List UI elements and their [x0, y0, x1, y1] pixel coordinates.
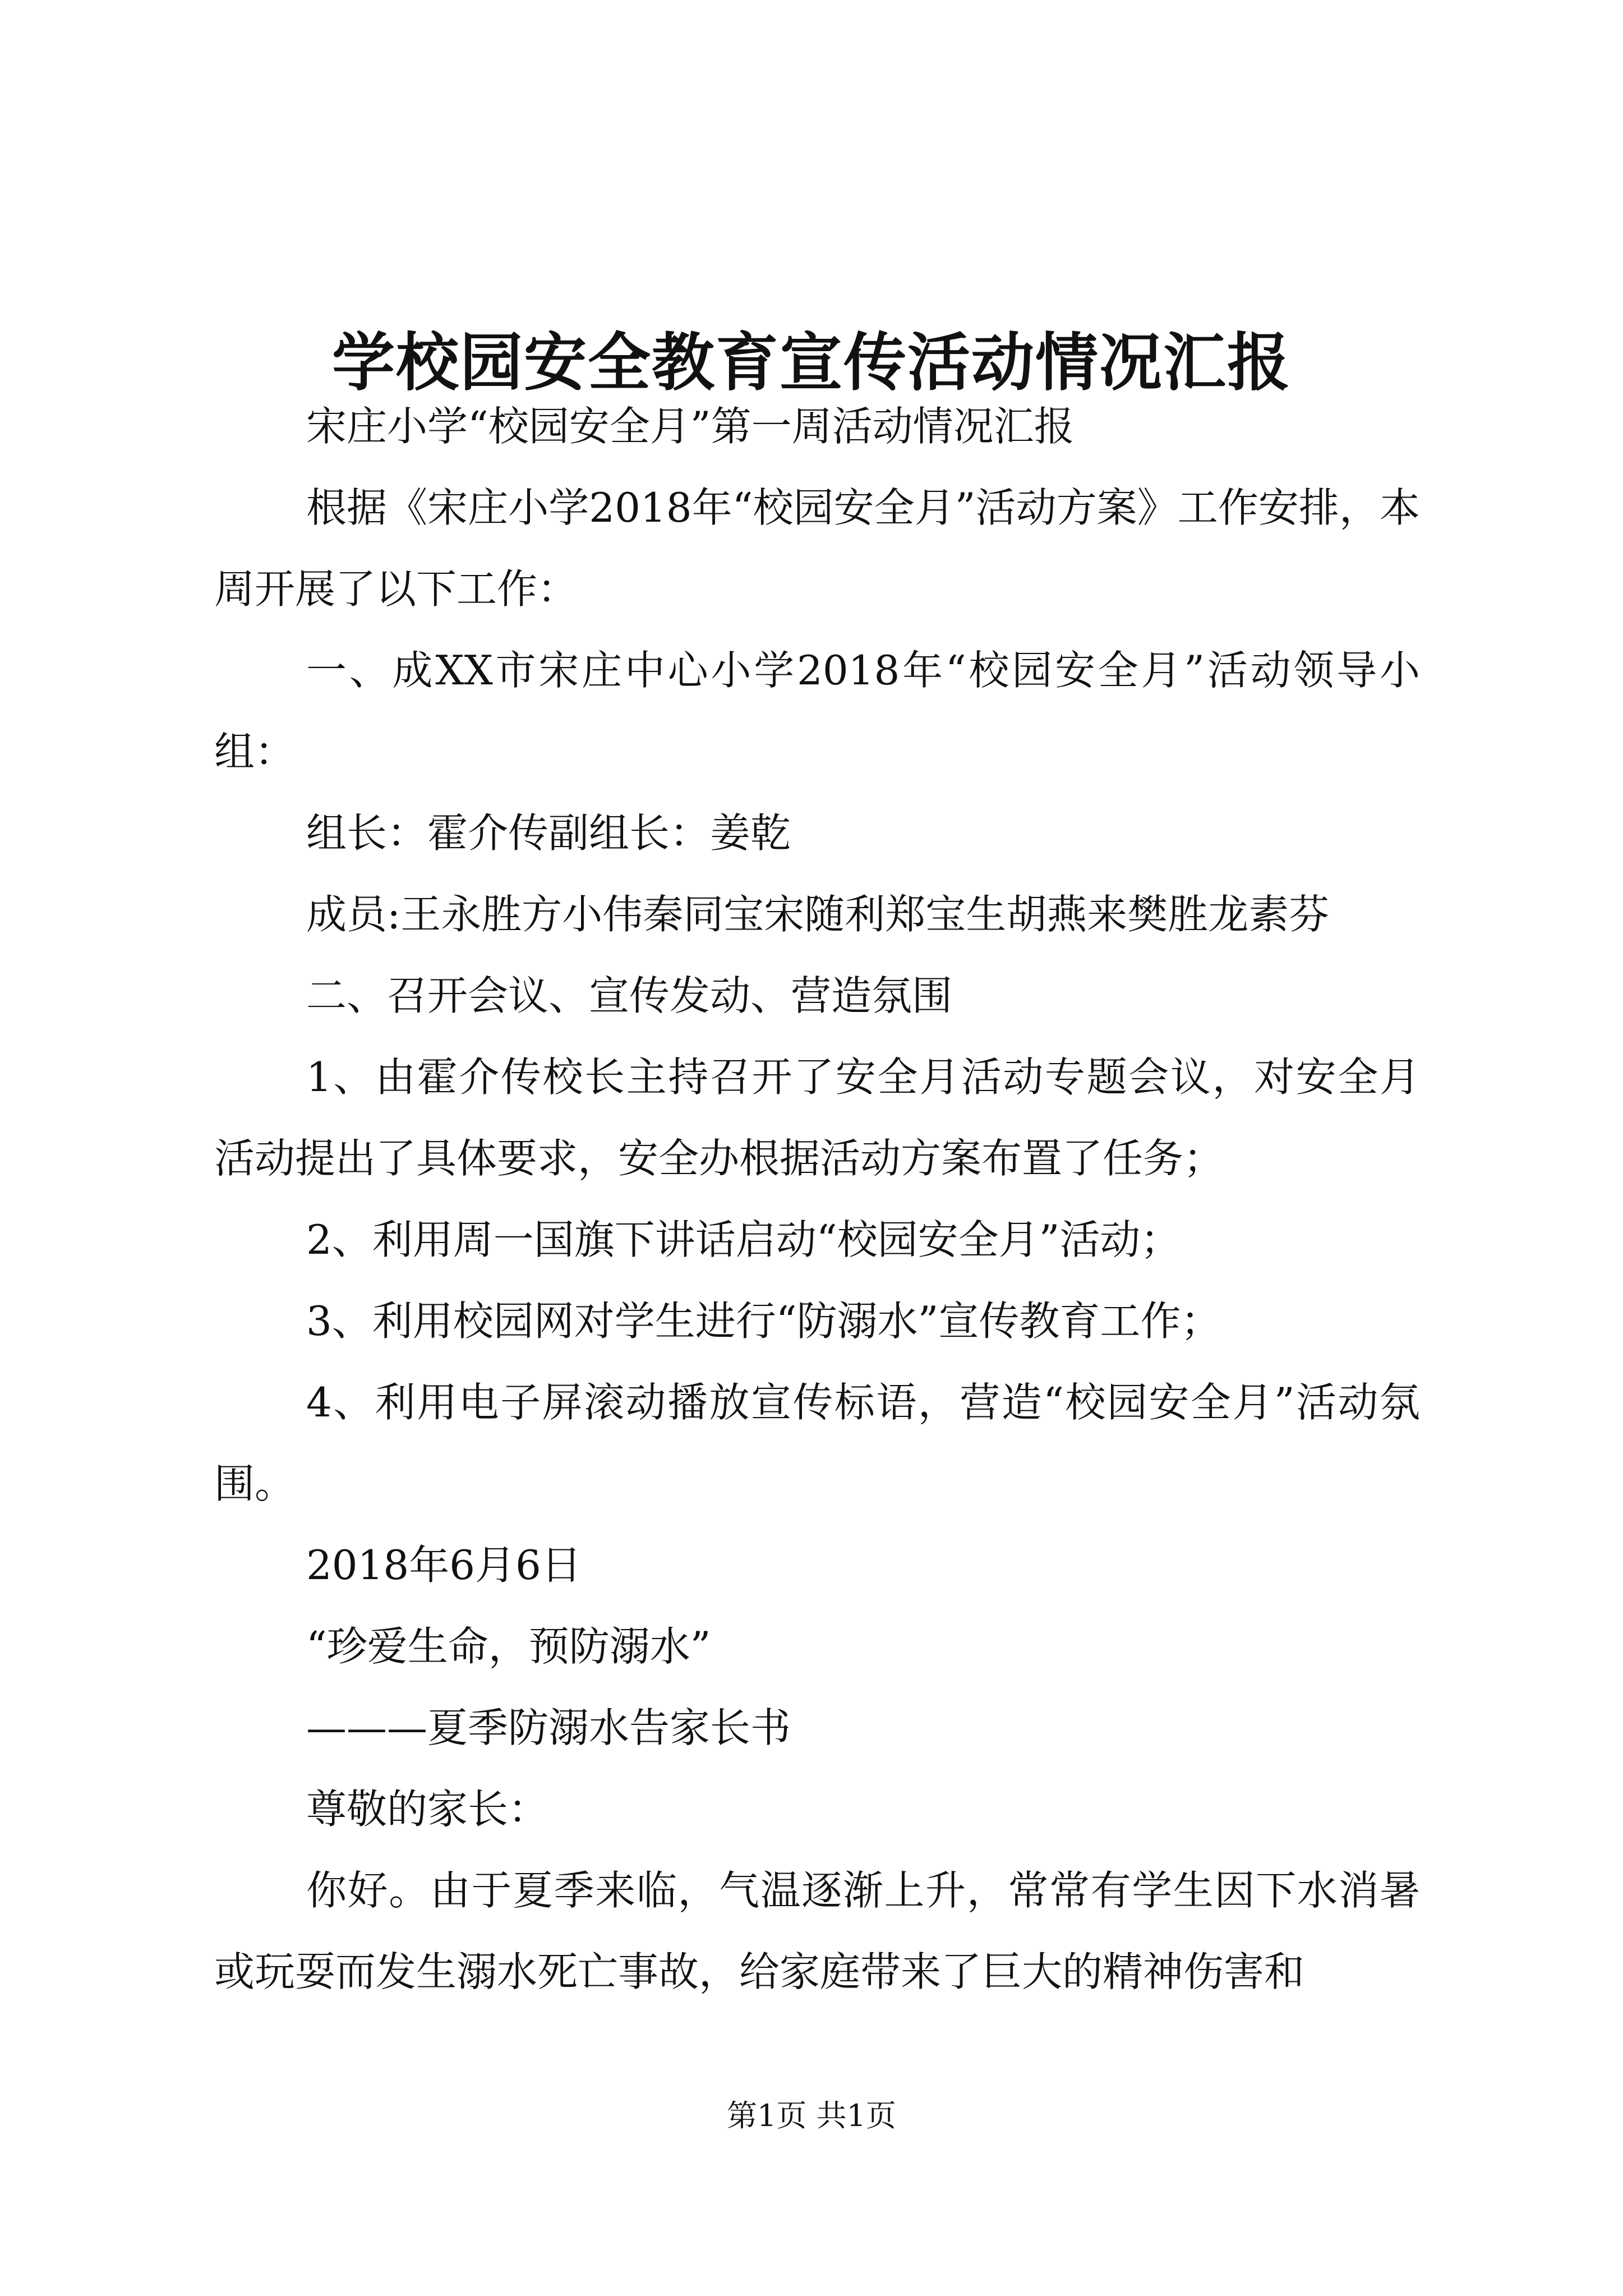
paragraph-date: 2018年6月6日 — [306, 1542, 582, 1589]
document-title: 学校园安全教育宣传活动情况汇报 — [332, 326, 1291, 400]
paragraph-item-4: 4、利用电子屏滚动播放宣传标语，营造“校园安全月”活动氛围。 — [214, 1379, 1420, 1507]
paragraph-report-heading: 宋庄小学“校园安全月”第一周活动情况汇报 — [306, 403, 1075, 450]
paragraph-leadership-group: 一、成XX市宋庄中心小学2018年“校园安全月”活动领导小组： — [214, 647, 1420, 775]
paragraph-item-1: 1、由霍介传校长主持召开了安全月活动专题会议，对安全月活动提出了具体要求，安全办根据活动方案布置了任务； — [214, 1053, 1420, 1182]
paragraph-letter-body: 你好。由于夏季来临，气温逐渐上升，常常有学生因下水消暑或玩耍而发生溺水死亡事故，给家庭带来了巨大的精神伤害和 — [214, 1867, 1420, 1995]
paragraph-plan-arrangement: 根据《宋庄小学2018年“校园安全月”活动方案》工作安排，本周开展了以下工作： — [214, 484, 1420, 613]
paragraph-salutation: 尊敬的家长： — [306, 1786, 549, 1833]
paragraph-members: 成员:王永胜方小伟秦同宝宋随利郑宝生胡燕来樊胜龙素芬 — [306, 891, 1330, 938]
page-footer: 第1页 共1页 — [727, 2098, 896, 2133]
paragraph-slogan: “珍爱生命，预防溺水” — [306, 1623, 711, 1670]
paragraph-item-2: 2、利用周一国旗下讲话启动“校园安全月”活动； — [306, 1216, 1181, 1263]
paragraph-group-leaders: 组长：霍介传副组长：姜乾 — [306, 809, 791, 857]
document-body — [214, 386, 1420, 2013]
paragraph-letter-title: ———夏季防溺水告家长书 — [306, 1704, 791, 1751]
paragraph-item-3: 3、利用校园网对学生进行“防溺水”宣传教育工作； — [306, 1297, 1221, 1345]
paragraph-section-two: 二、召开会议、宣传发动、营造氛围 — [306, 972, 953, 1019]
